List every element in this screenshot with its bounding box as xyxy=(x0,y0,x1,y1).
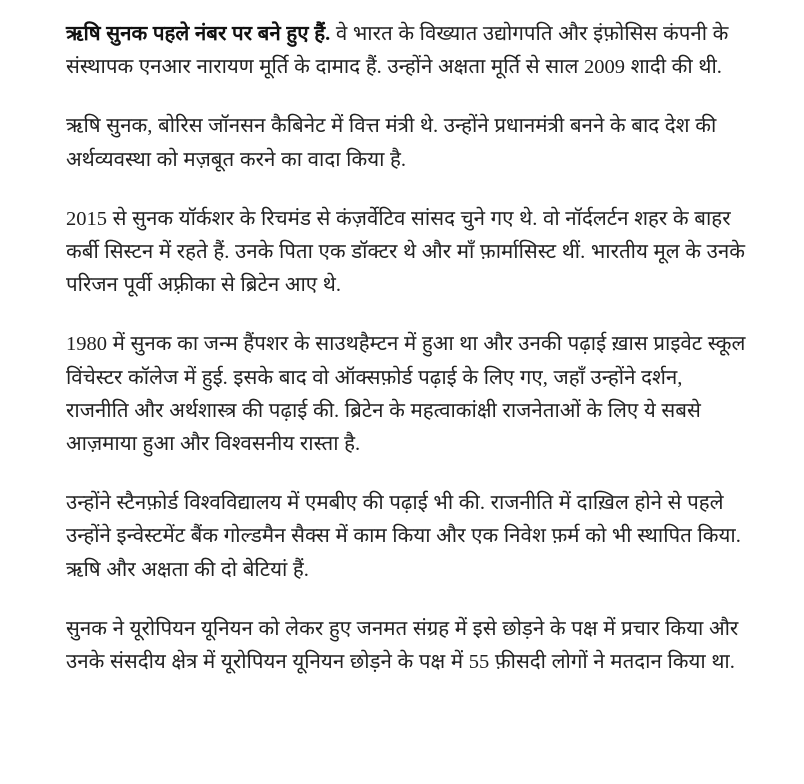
paragraph-6 xyxy=(66,613,746,679)
paragraph-5 xyxy=(66,487,746,587)
paragraph-2-text: ऋषि सुनक, बोरिस जॉनसन कैबिनेट में वित्त मंत्री थे. उन्होंने प्रधानमंत्री बनने के बाद देश की अर्थव्यवस्था को मज़बूत करने का वादा किया है. xyxy=(66,115,717,171)
paragraph-6-text: सुनक ने यूरोपियन यूनियन को लेकर हुए जनमत संग्रह में इसे छोड़ने के पक्ष में प्रचार किया और उनके संसदीय क्षेत्र में यूरोपियन यूनियन छोड़ने के पक्ष में 55 फ़ीसदी लोगों ने मतदान किया था. xyxy=(66,617,739,674)
paragraph-1-text: वे भारत के विख्यात उद्योगपति और इंफ़ोसिस कंपनी के संस्थापक एनआर नारायण मूर्ति के दामाद हैं. उन्होंने अक्षता मूर्ति से साल 2009 शादी की थी. xyxy=(66,23,729,79)
paragraph-2 xyxy=(66,110,746,176)
paragraph-3-text: 2015 से सुनक यॉर्कशर के रिचमंड से कंज़र्वेटिव सांसद चुने गए थे. वो नॉर्दलर्टन शहर के बाहर कर्बी सिस्टन में रहते हैं. उनके पिता एक डॉक्टर थे और माँ फ़ार्मासिस्ट थीं. भारतीय मूल के उनके परिजन पूर्वी अफ़्रीका से ब्रिटेन आए थे. xyxy=(66,207,745,297)
paragraph-1 xyxy=(66,18,746,84)
paragraph-4-text: 1980 में सुनक का जन्म हैंपशर के साउथहैम्टन में हुआ था और उनकी पढ़ाई ख़ास प्राइवेट स्कूल विंचेस्टर कॉलेज में हुई. इसके बाद वो ऑक्सफ़ोर्ड पढ़ाई के लिए गए, जहाँ उन्होंने दर्शन, राजनीति और अर्थशास्त्र की पढ़ाई की. ब्रिटेन के महत्वाकांक्षी राजनेताओं के लिए ये सबसे आज़माया हुआ और विश्वसनीय रास्ता है. xyxy=(66,333,746,456)
paragraph-3 xyxy=(66,203,746,303)
paragraph-4 xyxy=(66,328,746,461)
paragraph-1-lead: ऋषि सुनक पहले नंबर पर बने हुए हैं. xyxy=(66,23,331,45)
paragraph-5-text: उन्होंने स्टैनफ़ोर्ड विश्वविद्यालय में एमबीए की पढ़ाई भी की. राजनीति में दाख़िल होने से पहले उन्होंने इन्वेस्टमेंट बैंक गोल्डमैन सैक्स में काम किया और एक निवेश फ़र्म को भी स्थापित किया. ऋषि और अक्षता की दो बेटियां हैं. xyxy=(66,492,741,581)
